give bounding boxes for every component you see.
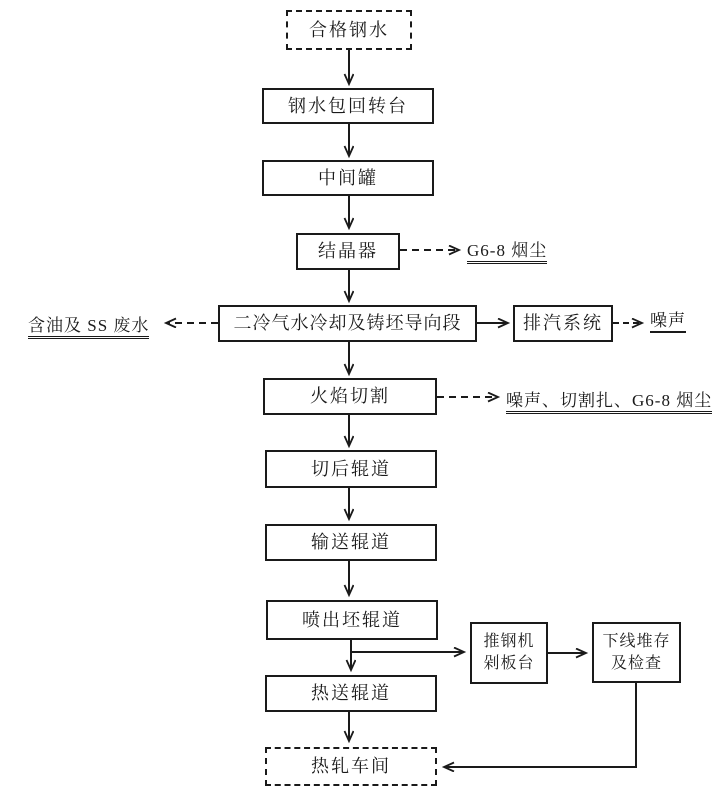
node-discharge-roller-label: 喷出坯辊道 [302,609,402,630]
emission-oily-ss-wastewater-label [28,311,149,336]
node-flame-cutting-label: 火焰切割 [310,386,390,407]
emission-exhaust-noise-label [650,306,686,331]
node-tundish-label: 中间罐 [318,167,378,188]
node-hot-rolling-workshop [265,747,437,786]
node-tundish [262,160,434,196]
node-conveyor-roller-label: 输送辊道 [311,532,391,553]
emission-cutting-emissions-label [506,386,712,411]
node-hot-delivery-roller-label: 热送辊道 [311,683,391,704]
emission-cutting-emissions-text: 噪声、切割扎、G6-8 烟尘 [506,391,712,414]
node-post-cut-roller-label: 切后辊道 [311,458,391,479]
node-offline-stack-inspect-line1: 下线堆存 [602,632,671,650]
arrow-stack-to-workshop [444,682,636,767]
node-flame-cutting [263,378,437,415]
emission-mold-dust-label [467,236,547,261]
emission-exhaust-noise-text: 噪声 [650,311,686,333]
node-exhaust-system-label: 排汽系统 [523,313,603,334]
node-pusher-plate-table [470,622,548,684]
node-ladle-turret-label: 钢水包回转台 [288,95,408,116]
node-secondary-cooling [218,305,477,342]
node-hot-delivery-roller [265,675,437,712]
node-discharge-roller [266,600,438,640]
emission-oily-ss-wastewater-text: 含油及 SS 废水 [28,316,149,339]
node-offline-stack-inspect-line2: 及检查 [610,654,662,672]
node-exhaust-system [513,305,613,342]
node-qualified-steel [286,10,412,50]
node-conveyor-roller [265,524,437,561]
node-hot-rolling-workshop-label: 热轧车间 [311,756,391,777]
node-pusher-plate-table-line1: 推钢机 [483,633,535,651]
node-post-cut-roller [265,450,437,488]
node-pusher-plate-table-line2: 剁板台 [483,655,535,672]
emission-mold-dust-text: G6-8 烟尘 [467,241,547,264]
node-offline-stack-inspect [592,622,681,683]
node-secondary-cooling-label: 二冷气水冷却及铸坯导向段 [233,313,462,334]
node-mold-label: 结晶器 [318,241,378,262]
node-ladle-turret [262,88,434,124]
node-mold [296,233,400,270]
node-qualified-steel-label: 合格钢水 [309,19,389,40]
